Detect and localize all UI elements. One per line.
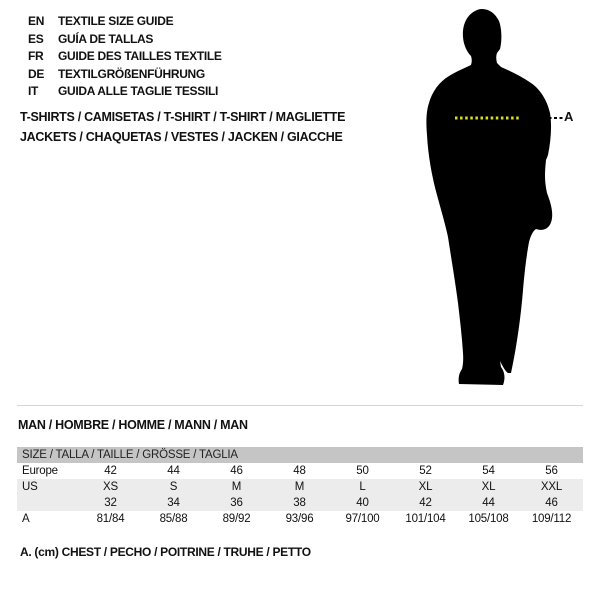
size-table-cell: 38 <box>293 497 306 509</box>
size-table-cell: XS <box>103 481 118 493</box>
size-table-cell: 105/108 <box>468 513 509 525</box>
language-code: ES <box>28 31 44 46</box>
size-table-cell: 81/84 <box>96 513 125 525</box>
language-row <box>28 66 222 84</box>
size-table-header: SIZE / TALLA / TAILLE / GRÖSSE / TAGLIA <box>17 447 583 463</box>
language-row <box>28 48 222 66</box>
size-table-cell: 54 <box>482 465 495 477</box>
size-table-row-label: US <box>22 481 38 493</box>
size-table-cell: 44 <box>167 465 180 477</box>
man-silhouette <box>405 5 580 400</box>
size-table-cell: 109/112 <box>531 513 572 525</box>
size-table-cell: 50 <box>356 465 369 477</box>
language-row <box>28 13 222 31</box>
language-label: TEXTILGRÖßENFÜHRUNG <box>58 66 205 81</box>
size-table-row <box>17 495 583 511</box>
size-table-row <box>17 479 583 495</box>
size-table-cell: 48 <box>293 465 306 477</box>
size-table-cell: 40 <box>356 497 369 509</box>
size-table-cell: 42 <box>104 465 117 477</box>
category-lines <box>20 108 345 147</box>
size-table-cell: XXL <box>540 481 563 493</box>
size-table-cell: M <box>231 481 242 493</box>
size-table-cell: 52 <box>419 465 432 477</box>
section-divider <box>17 405 583 406</box>
category-line: T-SHIRTS / CAMISETAS / T-SHIRT / T-SHIRT / MAGLIETTE <box>20 110 346 124</box>
man-silhouette-shape <box>426 9 552 385</box>
size-table-cell: 32 <box>104 497 117 509</box>
language-code: FR <box>28 49 44 64</box>
language-list <box>28 13 222 101</box>
language-code: IT <box>28 84 39 99</box>
measurement-footnote: A. (cm) CHEST / PECHO / POITRINE / TRUHE / PETTO <box>20 545 311 559</box>
size-table-cell: S <box>169 481 178 493</box>
size-table-row-label: Europe <box>22 465 58 477</box>
language-code: DE <box>28 66 45 81</box>
language-row <box>28 83 222 101</box>
section-title: MAN / HOMBRE / HOMME / MANN / MAN <box>18 418 248 432</box>
size-table-cell: 85/88 <box>159 513 188 525</box>
size-table-cell: 46 <box>230 465 243 477</box>
language-label: GUIDA ALLE TAGLIE TESSILI <box>58 84 219 99</box>
size-table <box>17 447 583 527</box>
size-table-cell: 56 <box>545 465 558 477</box>
size-table-cell: 34 <box>167 497 180 509</box>
size-table-row <box>17 511 583 527</box>
size-table-row-label: A <box>22 513 30 525</box>
size-table-row <box>17 463 583 479</box>
size-table-cell: XL <box>481 481 496 493</box>
size-table-cell: M <box>294 481 305 493</box>
size-table-cell: 42 <box>419 497 432 509</box>
language-label: GUIDE DES TAILLES TEXTILE <box>58 49 222 64</box>
size-table-cell: 93/96 <box>285 513 314 525</box>
size-table-cell: 44 <box>482 497 495 509</box>
size-table-cell: XL <box>418 481 433 493</box>
size-table-row-label <box>17 495 79 511</box>
language-code: EN <box>28 14 45 28</box>
language-label: GUÍA DE TALLAS <box>58 31 154 46</box>
category-line: JACKETS / CHAQUETAS / VESTES / JACKEN / GIACCHE <box>20 129 343 144</box>
size-table-cell: 36 <box>230 497 243 509</box>
size-table-cell: 97/100 <box>345 513 380 525</box>
size-table-cell: 89/92 <box>222 513 251 525</box>
size-table-cell: 101/104 <box>405 513 446 525</box>
language-label: TEXTILE SIZE GUIDE <box>58 14 174 28</box>
size-table-body <box>17 463 583 527</box>
language-row <box>28 31 222 49</box>
size-table-cell: L <box>359 481 366 493</box>
measure-label-a: A <box>564 109 574 124</box>
size-table-cell: 46 <box>545 497 558 509</box>
